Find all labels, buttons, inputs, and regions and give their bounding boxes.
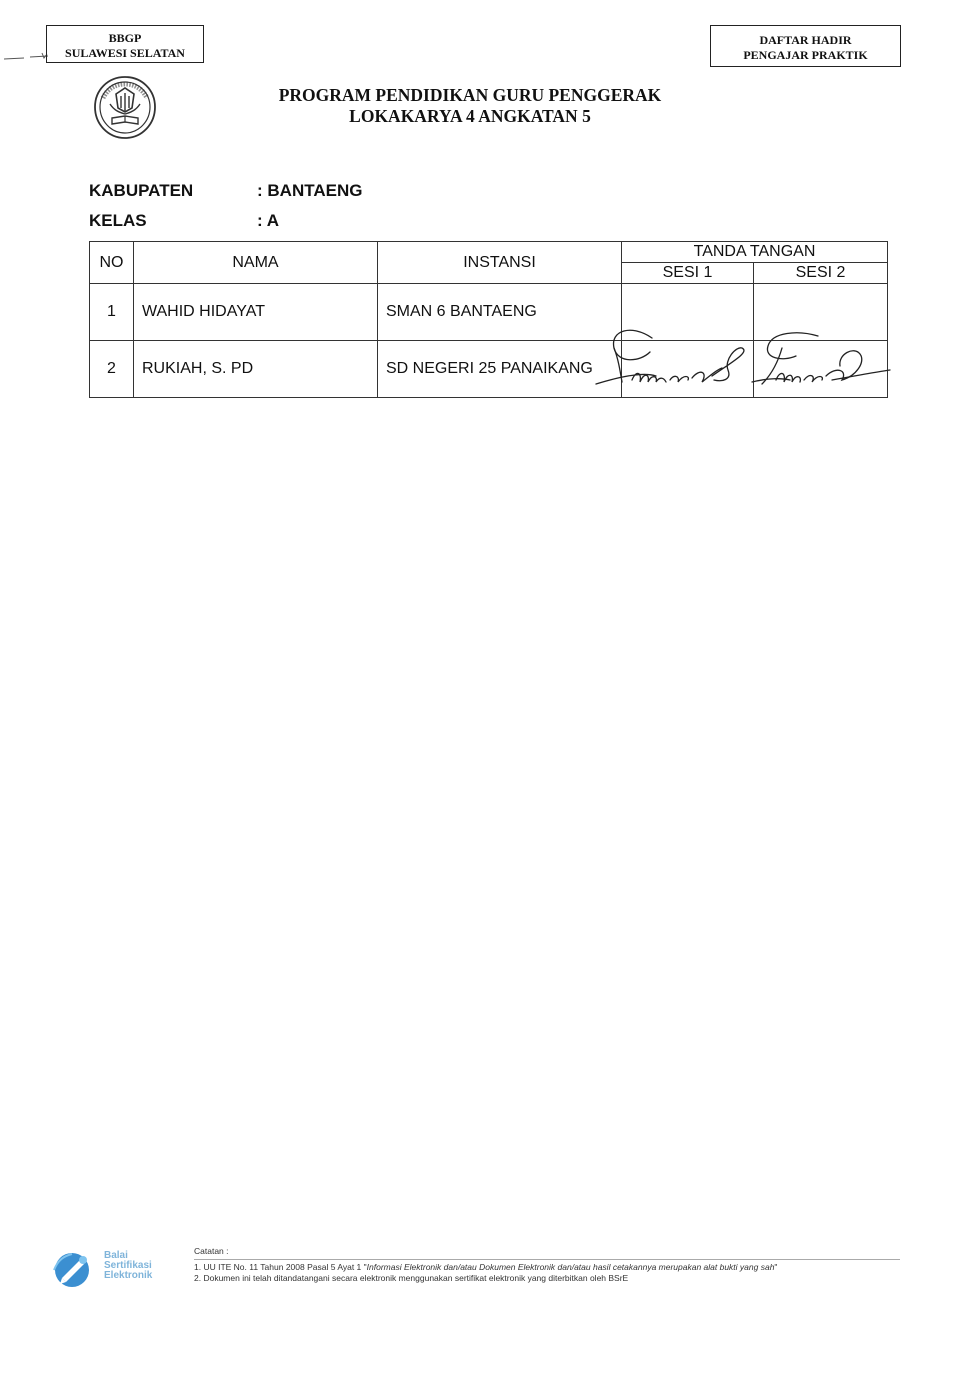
document-type-line1: DAFTAR HADIR	[759, 33, 852, 47]
participant-name: WAHID HIDAYAT	[134, 284, 378, 341]
institution-box	[46, 25, 204, 63]
tut-wuri-handayani-emblem-icon	[90, 74, 160, 142]
signature-cell-sesi-2	[754, 341, 888, 398]
participant-institution: SD NEGERI 25 PANAIKANG	[378, 341, 622, 398]
row-number: 1	[90, 284, 134, 341]
footer-notes	[194, 1246, 900, 1284]
row-number: 2	[90, 341, 134, 398]
kelas-label: KELAS	[89, 211, 147, 230]
header-sesi-1: SESI 1	[622, 263, 754, 284]
bsre-pen-logo-icon	[50, 1248, 96, 1288]
header-instansi: INSTANSI	[378, 242, 622, 284]
note-item: 1. UU ITE No. 11 Tahun 2008 Pasal 5 Ayat 1 "Informasi Elektronik dan/atau Dokumen Elektronik dan/atau hasil cetakannya merupakan alat bukti yang sah"	[194, 1262, 778, 1272]
table-row	[90, 284, 888, 341]
institution-name: BBGP	[108, 31, 142, 45]
table-row	[90, 341, 888, 398]
header-sesi-2: SESI 2	[754, 263, 888, 284]
participant-name: RUKIAH, S. PD	[134, 341, 378, 398]
kelas-value: : A	[257, 211, 280, 230]
signature-cell-sesi-1	[622, 284, 754, 341]
document-type-line2: PENGAJAR PRAKTIK	[743, 48, 868, 62]
header-no: NO	[90, 242, 134, 284]
institution-region: SULAWESI SELATAN	[65, 46, 185, 60]
bsre-wordmark: Balai Sertifikasi Elektronik	[104, 1250, 153, 1281]
signature-cell-sesi-2	[754, 284, 888, 341]
document-type-box	[710, 25, 901, 67]
signature-cell-sesi-1	[622, 341, 754, 398]
note-item: 2. Dokumen ini telah ditandatangani secara elektronik menggunakan sertifikat elektronik yang diterbitkan oleh BSrE	[194, 1273, 629, 1283]
participant-institution: SMAN 6 BANTAENG	[378, 284, 622, 341]
header-nama: NAMA	[134, 242, 378, 284]
attendance-table	[89, 241, 888, 398]
notes-divider	[194, 1259, 900, 1260]
notes-title: Catatan :	[194, 1246, 229, 1256]
workshop-subtitle: LOKAKARYA 4 ANGKATAN 5	[349, 106, 591, 126]
header-tanda-tangan: TANDA TANGAN	[622, 242, 888, 263]
kabupaten-label: KABUPATEN	[89, 181, 194, 200]
program-title: PROGRAM PENDIDIKAN GURU PENGGERAK	[278, 85, 662, 105]
kabupaten-value: : BANTAENG	[257, 181, 363, 200]
